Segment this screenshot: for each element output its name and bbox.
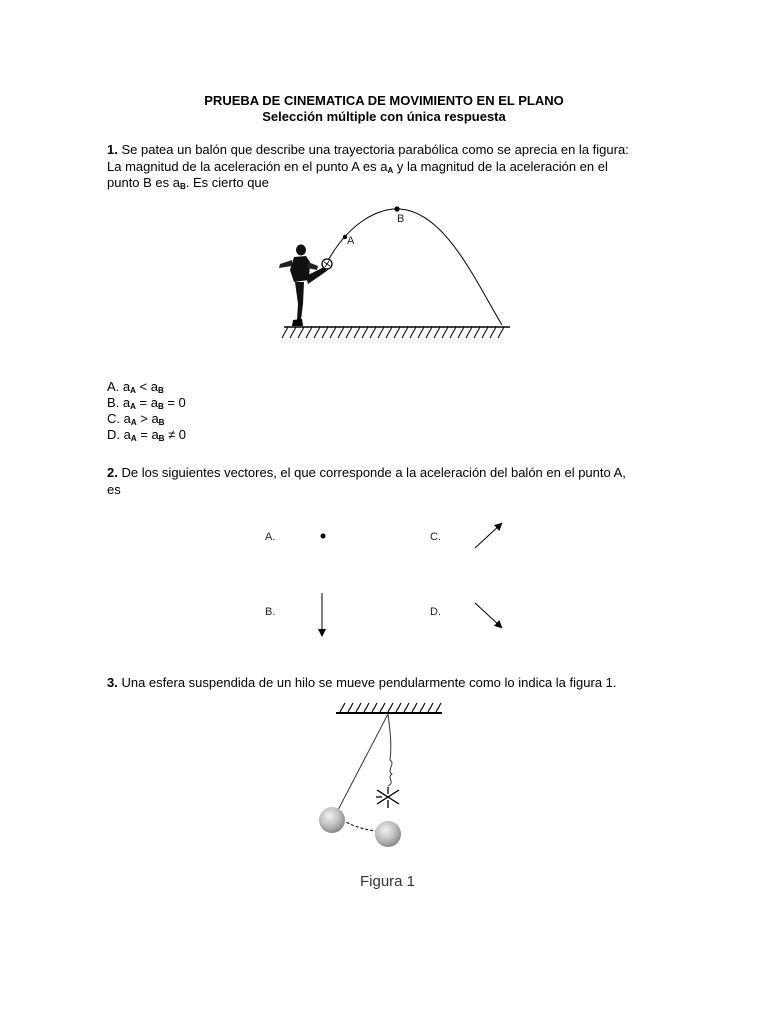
question-1-line-3b: . Es cierto que: [185, 175, 269, 190]
vector-a-dot: [321, 534, 326, 539]
vector-c-arrow: [475, 524, 501, 548]
option-b-sub-1: A: [130, 402, 136, 411]
figure-1-caption: Figura 1: [360, 873, 416, 890]
option-a-sub-2: B: [157, 386, 164, 395]
option-d-sub-1: A: [130, 434, 137, 443]
option-d-mid: = a: [136, 427, 159, 442]
option-b-mid: = a: [135, 395, 158, 410]
question-3-text: [107, 675, 687, 692]
trajectory-figure: [270, 200, 520, 350]
question-1-option-c[interactable]: [107, 411, 186, 427]
question-2-number: 2.: [107, 465, 118, 480]
question-2-line-1-text: De los siguientes vectores, el que corresponde a la aceleración del balón en el punto A,: [121, 465, 626, 480]
question-2-line-1: [107, 465, 687, 482]
subscript-a: A: [387, 165, 394, 175]
vector-c-label: C.: [430, 531, 441, 543]
option-d-sub-2: B: [158, 434, 165, 443]
option-c-sub-2: B: [158, 418, 165, 427]
point-a-label: A: [347, 235, 355, 247]
question-1-option-a[interactable]: [107, 379, 186, 395]
swing-path: [342, 820, 380, 832]
ceiling-hatching: [340, 703, 441, 712]
vector-b-label: B.: [265, 606, 276, 618]
question-1-line-2a: La magnitud de la aceleración en el punto A es a: [107, 158, 388, 174]
point-b-label: B: [397, 213, 405, 225]
option-c-pre: C. a: [107, 411, 131, 426]
pendulum-string-displaced: [338, 714, 388, 810]
vector-d-label: D.: [430, 606, 441, 618]
question-1-line-1-text: Se patea un balón que describe una trayectoria parabólica como se aprecia en la figura:: [121, 142, 629, 157]
subscript-b: B: [180, 182, 186, 191]
ground-hatching: [282, 327, 504, 338]
question-1-text: [107, 142, 687, 192]
question-1-options: [107, 379, 186, 443]
option-a-pre: A. a: [107, 379, 131, 394]
question-1-line-1: [107, 142, 687, 159]
option-b-sub-2: B: [157, 402, 164, 411]
question-1-number: 1.: [107, 142, 118, 157]
question-2-text: [107, 465, 687, 498]
sphere-rest: [375, 821, 401, 847]
option-a-sub-1: A: [130, 386, 136, 395]
option-d-pre: D. a: [107, 427, 131, 442]
question-3-number: 3.: [107, 675, 118, 690]
pendulum-figure: [300, 700, 470, 900]
question-1-option-b[interactable]: [107, 395, 186, 411]
pendulum-string-cut: [388, 714, 392, 786]
question-2-line-2: es: [107, 481, 121, 497]
vector-a-label: A.: [265, 531, 276, 543]
option-a-mid: < a: [135, 379, 158, 394]
kicker-figure: [279, 245, 332, 327]
point-b-marker: [394, 206, 399, 211]
option-c-mid: > a: [136, 411, 159, 426]
option-b-pre: B. a: [107, 395, 131, 410]
vectors-figure: [255, 515, 525, 645]
page-title: PRUEBA DE CINEMATICA DE MOVIMIENTO EN EL PLANO: [204, 93, 564, 108]
page-subtitle: Selección múltiple con única respuesta: [262, 109, 506, 124]
option-d-post: ≠ 0: [164, 427, 187, 442]
question-1-line-2: [107, 159, 687, 176]
break-mark-icon: [376, 787, 399, 808]
option-b-post: = 0: [163, 395, 186, 410]
question-1-option-d[interactable]: [107, 427, 186, 443]
question-1-line-3: [107, 175, 687, 192]
sphere-displaced: [319, 807, 345, 833]
option-c-sub-1: A: [130, 418, 137, 427]
question-1-line-3a: punto B es a: [107, 175, 180, 190]
vector-d-arrow: [475, 603, 501, 627]
question-3-line: Una esfera suspendida de un hilo se mueve pendularmente como lo indica la figura 1.: [121, 675, 617, 690]
question-1-line-2b: y la magnitud de la aceleración en el: [396, 158, 608, 174]
parabolic-trajectory: [326, 209, 502, 325]
